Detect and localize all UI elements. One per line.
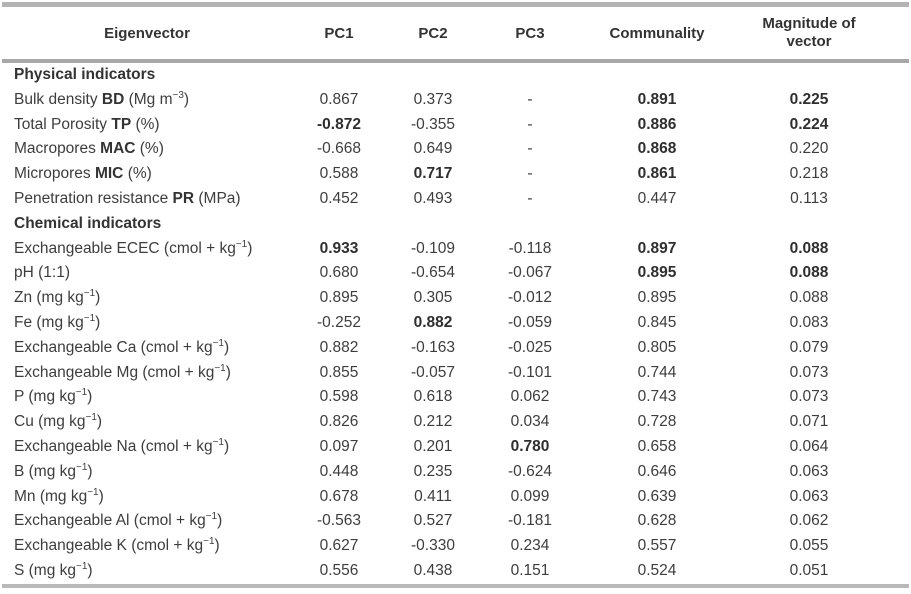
section-title: Physical indicators xyxy=(14,66,156,83)
value-cell: 0.452 xyxy=(319,189,359,207)
row-label: Exchangeable ECEC (cmol + $kg^{-1}$) xyxy=(14,238,253,257)
value-cell: 0.088 xyxy=(789,289,829,307)
value-cell: 0.805 xyxy=(637,338,677,356)
row-label: Bulk density BD (Mg $m^{-3}$) xyxy=(14,89,190,108)
value-cell: 0.556 xyxy=(319,561,359,579)
section-header-row xyxy=(2,212,909,237)
value-cell: 0.411 xyxy=(414,487,452,505)
value-cell: 0.527 xyxy=(413,512,453,530)
col-header-magnitude-of-vector xyxy=(734,5,909,62)
row-label: Macropores MAC (%) xyxy=(14,140,164,158)
value-cell: 0.234 xyxy=(510,537,550,555)
value-cell: 0.649 xyxy=(413,140,453,158)
table-row xyxy=(2,435,909,460)
value-cell: -0.181 xyxy=(508,512,552,530)
value-cell: 0.438 xyxy=(413,561,453,579)
value-cell: 0.628 xyxy=(637,512,677,530)
value-cell: -0.109 xyxy=(411,239,455,257)
row-label: Exchangeable Na (cmol + $kg^{-1}$) xyxy=(14,436,230,455)
value-cell: - xyxy=(527,140,533,158)
table-row xyxy=(2,137,909,162)
value-cell: 0.113 xyxy=(790,189,828,207)
value-cell: 0.861 xyxy=(637,165,677,183)
table-row xyxy=(2,336,909,361)
value-cell: -0.118 xyxy=(508,239,552,257)
value-cell: - xyxy=(527,165,533,183)
value-cell: 0.373 xyxy=(413,90,453,108)
value-cell: -0.563 xyxy=(317,512,361,530)
section-header-row xyxy=(2,61,909,88)
row-label: P (mg $kg^{-1}$) xyxy=(14,387,93,406)
value-cell: 0.088 xyxy=(789,264,829,282)
value-cell: 0.895 xyxy=(637,264,677,282)
table-row xyxy=(2,460,909,485)
section-title: Chemical indicators xyxy=(14,214,162,232)
value-cell: 0.658 xyxy=(637,437,677,455)
table-row xyxy=(2,88,909,113)
value-cell: 0.598 xyxy=(319,388,359,406)
value-cell: 0.218 xyxy=(789,165,829,183)
value-cell: 0.073 xyxy=(789,363,829,381)
value-cell: 0.826 xyxy=(319,413,359,431)
value-cell: 0.447 xyxy=(637,189,677,207)
table-row xyxy=(2,311,909,336)
col-header-communality: Communality xyxy=(580,5,734,62)
value-cell: 0.493 xyxy=(413,189,453,207)
value-cell: -0.059 xyxy=(508,313,552,331)
value-cell: 0.073 xyxy=(789,388,829,406)
value-cell: 0.728 xyxy=(637,413,677,431)
value-cell: 0.051 xyxy=(789,561,829,579)
row-label: Exchangeable Ca (cmol + $kg^{-1}$) xyxy=(14,337,230,356)
col-header-pc2: PC2 xyxy=(386,5,480,62)
value-cell: 0.099 xyxy=(510,487,550,505)
table-row xyxy=(2,385,909,410)
value-cell: 0.088 xyxy=(789,239,829,257)
row-label: Fe (mg $kg^{-1}$) xyxy=(14,312,101,331)
table-row xyxy=(2,509,909,534)
row-label: Total Porosity TP (%) xyxy=(14,115,160,133)
value-cell: 0.225 xyxy=(789,90,829,108)
value-cell: -0.025 xyxy=(508,338,552,356)
table-row xyxy=(2,534,909,559)
row-label: Cu (mg $kg^{-1}$) xyxy=(14,412,103,431)
value-cell: -0.252 xyxy=(317,313,361,331)
table-row xyxy=(2,485,909,510)
value-cell: 0.235 xyxy=(413,462,453,480)
table-row xyxy=(2,559,909,586)
value-cell: 0.886 xyxy=(637,115,677,133)
value-cell: -0.872 xyxy=(317,115,361,133)
value-cell: 0.717 xyxy=(413,165,453,183)
row-label: B (mg $kg^{-1}$) xyxy=(14,461,93,480)
value-cell: 0.897 xyxy=(637,239,677,257)
value-cell: 0.062 xyxy=(510,388,550,406)
value-cell: 0.845 xyxy=(637,313,677,331)
table-row xyxy=(2,187,909,212)
value-cell: 0.151 xyxy=(510,561,550,579)
value-cell: 0.867 xyxy=(319,90,359,108)
col-header-eigenvector: Eigenvector xyxy=(2,5,292,62)
pca-eigenvector-table xyxy=(2,2,909,588)
value-cell: -0.012 xyxy=(508,289,552,307)
value-cell: -0.057 xyxy=(411,363,455,381)
row-label: Micropores MIC (%) xyxy=(14,165,152,183)
value-cell: 0.744 xyxy=(637,363,677,381)
value-cell: 0.448 xyxy=(319,462,359,480)
value-cell: 0.201 xyxy=(413,437,453,455)
value-cell: 0.224 xyxy=(789,115,829,133)
value-cell: -0.624 xyxy=(508,462,552,480)
table-row xyxy=(2,261,909,286)
value-cell: 0.034 xyxy=(510,413,550,431)
row-label: Exchangeable K (cmol + $kg^{-1}$) xyxy=(14,535,220,555)
value-cell: 0.868 xyxy=(637,140,677,158)
value-cell: 0.055 xyxy=(789,537,829,555)
value-cell: 0.780 xyxy=(510,437,550,455)
value-cell: 0.895 xyxy=(637,289,677,307)
value-cell: 0.891 xyxy=(637,90,677,108)
value-cell: 0.882 xyxy=(413,313,453,331)
value-cell: 0.063 xyxy=(789,462,829,480)
value-cell: - xyxy=(527,189,533,207)
value-cell: -0.330 xyxy=(411,537,455,555)
row-label: Penetration resistance PR (MPa) xyxy=(14,189,241,207)
value-cell: 0.064 xyxy=(789,437,829,455)
table-row xyxy=(2,361,909,386)
col-header-pc1: PC1 xyxy=(292,5,386,62)
value-cell: 0.079 xyxy=(789,338,829,356)
value-cell: 0.071 xyxy=(789,413,829,431)
value-cell: 0.063 xyxy=(789,487,829,505)
row-label: Exchangeable Mg (cmol + $kg^{-1}$) xyxy=(14,362,231,381)
table-row xyxy=(2,162,909,187)
value-cell: - xyxy=(527,115,533,133)
row-label: pH (1:1) xyxy=(14,264,70,282)
value-cell: 0.212 xyxy=(413,413,453,431)
value-cell: -0.067 xyxy=(508,264,552,282)
value-cell: 0.524 xyxy=(637,561,677,579)
value-cell: -0.668 xyxy=(317,140,361,158)
value-cell: 0.882 xyxy=(319,338,359,356)
value-cell: 0.097 xyxy=(319,437,359,455)
value-cell: 0.220 xyxy=(789,140,829,158)
value-cell: 0.680 xyxy=(319,264,359,282)
value-cell: -0.355 xyxy=(411,115,455,133)
value-cell: 0.083 xyxy=(789,313,829,331)
col-header-magnitude-label: Magnitude of vector xyxy=(762,15,856,50)
value-cell: 0.305 xyxy=(413,289,453,307)
value-cell: 0.743 xyxy=(637,388,677,406)
value-cell: -0.163 xyxy=(411,338,455,356)
value-cell: 0.933 xyxy=(319,239,359,257)
value-cell: 0.895 xyxy=(319,289,359,307)
table-row xyxy=(2,410,909,435)
value-cell: 0.855 xyxy=(319,363,359,381)
value-cell: 0.639 xyxy=(637,487,677,505)
col-header-pc3: PC3 xyxy=(480,5,580,62)
row-label: Mn (mg $kg^{-1}$) xyxy=(14,486,104,505)
row-label: S (mg $kg^{-1}$) xyxy=(14,560,93,579)
table-row xyxy=(2,237,909,262)
value-cell: 0.557 xyxy=(637,537,677,555)
value-cell: -0.654 xyxy=(411,264,455,282)
value-cell: - xyxy=(527,90,533,108)
table-row xyxy=(2,113,909,138)
value-cell: 0.678 xyxy=(319,487,359,505)
value-cell: 0.062 xyxy=(789,512,829,530)
value-cell: -0.101 xyxy=(508,363,552,381)
row-label: Exchangeable Al (cmol + $kg^{-1}$) xyxy=(14,511,223,530)
value-cell: 0.646 xyxy=(637,462,677,480)
value-cell: 0.627 xyxy=(319,537,359,555)
header-row xyxy=(2,5,909,62)
table-row xyxy=(2,286,909,311)
value-cell: 0.618 xyxy=(413,388,453,406)
paper-table-figure xyxy=(2,2,909,592)
value-cell: 0.588 xyxy=(319,165,359,183)
row-label: Zn (mg $kg^{-1}$) xyxy=(14,288,101,307)
